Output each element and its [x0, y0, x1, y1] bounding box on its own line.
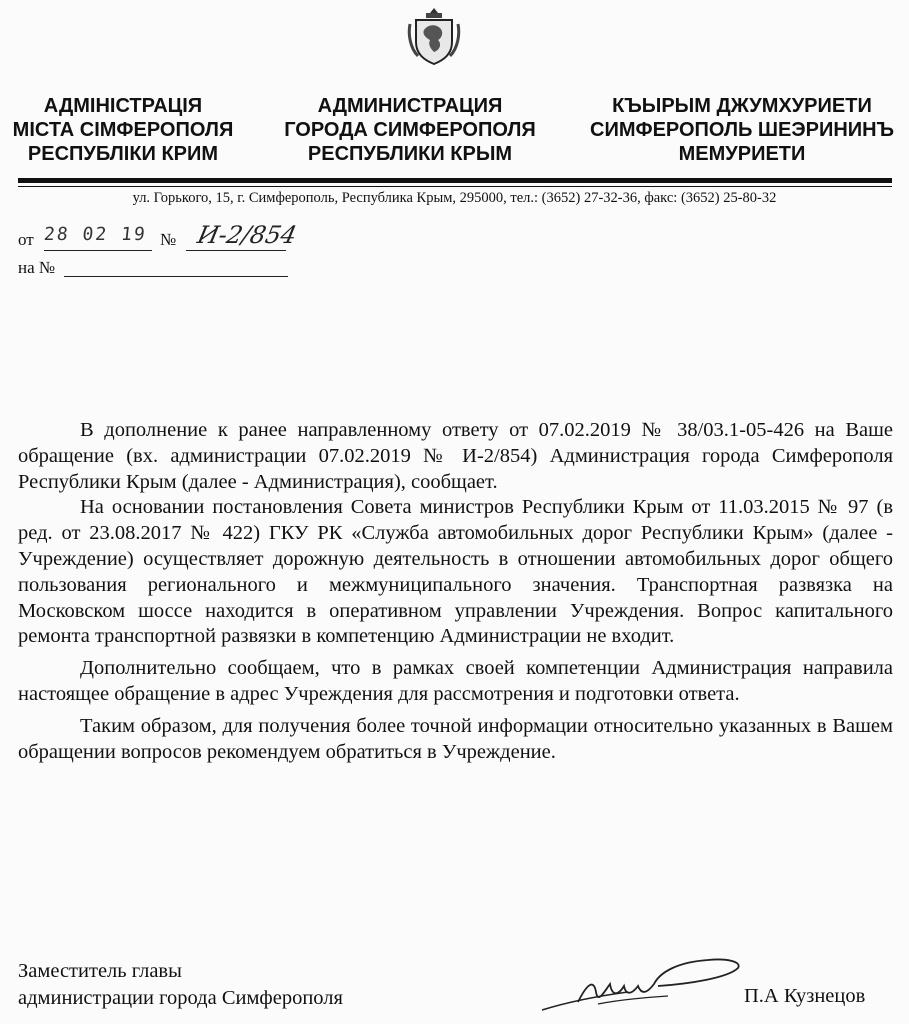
- header-divider-thick: [18, 178, 892, 183]
- header-russian: [272, 94, 548, 166]
- address-line: ул. Горького, 15, г. Симферополь, Республика Крым, 295000, тел.: (3652) 27-32-36, факс: (3652) 25-80-32: [132, 190, 777, 206]
- header-crimean-tatar-line: СИМФЕРОПОЛЬ ШЕЭРИНИНЪ: [590, 119, 894, 141]
- handwritten-signature: [538, 952, 748, 1018]
- header-russian-line: АДМИНИСТРАЦИЯ: [317, 95, 503, 117]
- header-crimean-tatar-line: МЕМУРИЕТИ: [678, 143, 806, 165]
- signer-position-line: Заместитель главы: [18, 960, 182, 982]
- body-paragraph: На основании постановления Совета министров Республики Крым от 11.03.2015 № 97 (в ред. от 23.08.2017 № 422) ГКУ РК «Служба автомобильных дорог Республики Крым» (далее - Учреждение) осуществляет дорожную деятельность в отношении автомобильных дорог общего пользования регионального и межмуниципального значения. Транспортная развязка на Московском шоссе находится в оперативном управлении Учреждения. Вопрос капитального ремонта транспортной развязки в компетенцию Администрации не входит.: [18, 496, 893, 648]
- header-russian-line: ГОРОДА СИМФЕРОПОЛЯ: [284, 119, 536, 141]
- header-crimean-tatar: [578, 94, 906, 166]
- date-underline: [44, 250, 152, 251]
- reply-prefix: на №: [18, 258, 56, 277]
- crimea-coat-of-arms-icon: [404, 4, 464, 68]
- number-underline: [186, 250, 286, 251]
- signer-position: [18, 958, 343, 1012]
- handwritten-number: И-2/854: [195, 221, 300, 249]
- body-paragraph: Дополнительно сообщаем, что в рамках своей компетенции Администрация направила настоящее обращение в адрес Учреждения для рассмотрения и подготовки ответа.: [18, 657, 893, 705]
- signer-name: П.А Кузнецов: [744, 985, 866, 1007]
- letter-body: [18, 418, 893, 765]
- header-crimean-tatar-line: КЪЫРЫМ ДЖУМХУРИЕТИ: [612, 95, 872, 117]
- signer-position-line: администрации города Симферополя: [18, 987, 343, 1009]
- header-ukrainian-line: АДМІНІСТРАЦІЯ: [43, 95, 203, 117]
- number-prefix: №: [160, 230, 177, 249]
- body-paragraph: В дополнение к ранее направленному ответу от 07.02.2019 № 38/03.1-05-426 на Ваше обращение (вх. администрации 07.02.2019 № И-2/854) Администрация города Симферополя Республики Крым (далее - Администрация), сообщает.: [18, 419, 893, 493]
- handwritten-date: 28 02 19: [42, 224, 148, 245]
- header-divider-thin: [18, 186, 892, 187]
- date-prefix: от: [18, 230, 34, 249]
- header-ukrainian: [0, 94, 246, 166]
- header-ukrainian-line: МІСТА СІМФЕРОПОЛЯ: [12, 119, 234, 141]
- header-ukrainian-line: РЕСПУБЛІКИ КРИМ: [27, 143, 219, 165]
- reply-underline: [64, 276, 288, 277]
- body-paragraph: Таким образом, для получения более точной информации относительно указанных в Вашем обращении вопросов рекомендуем обратиться в Учреждение.: [18, 714, 893, 763]
- header-russian-line: РЕСПУБЛИКИ КРЫМ: [307, 143, 513, 165]
